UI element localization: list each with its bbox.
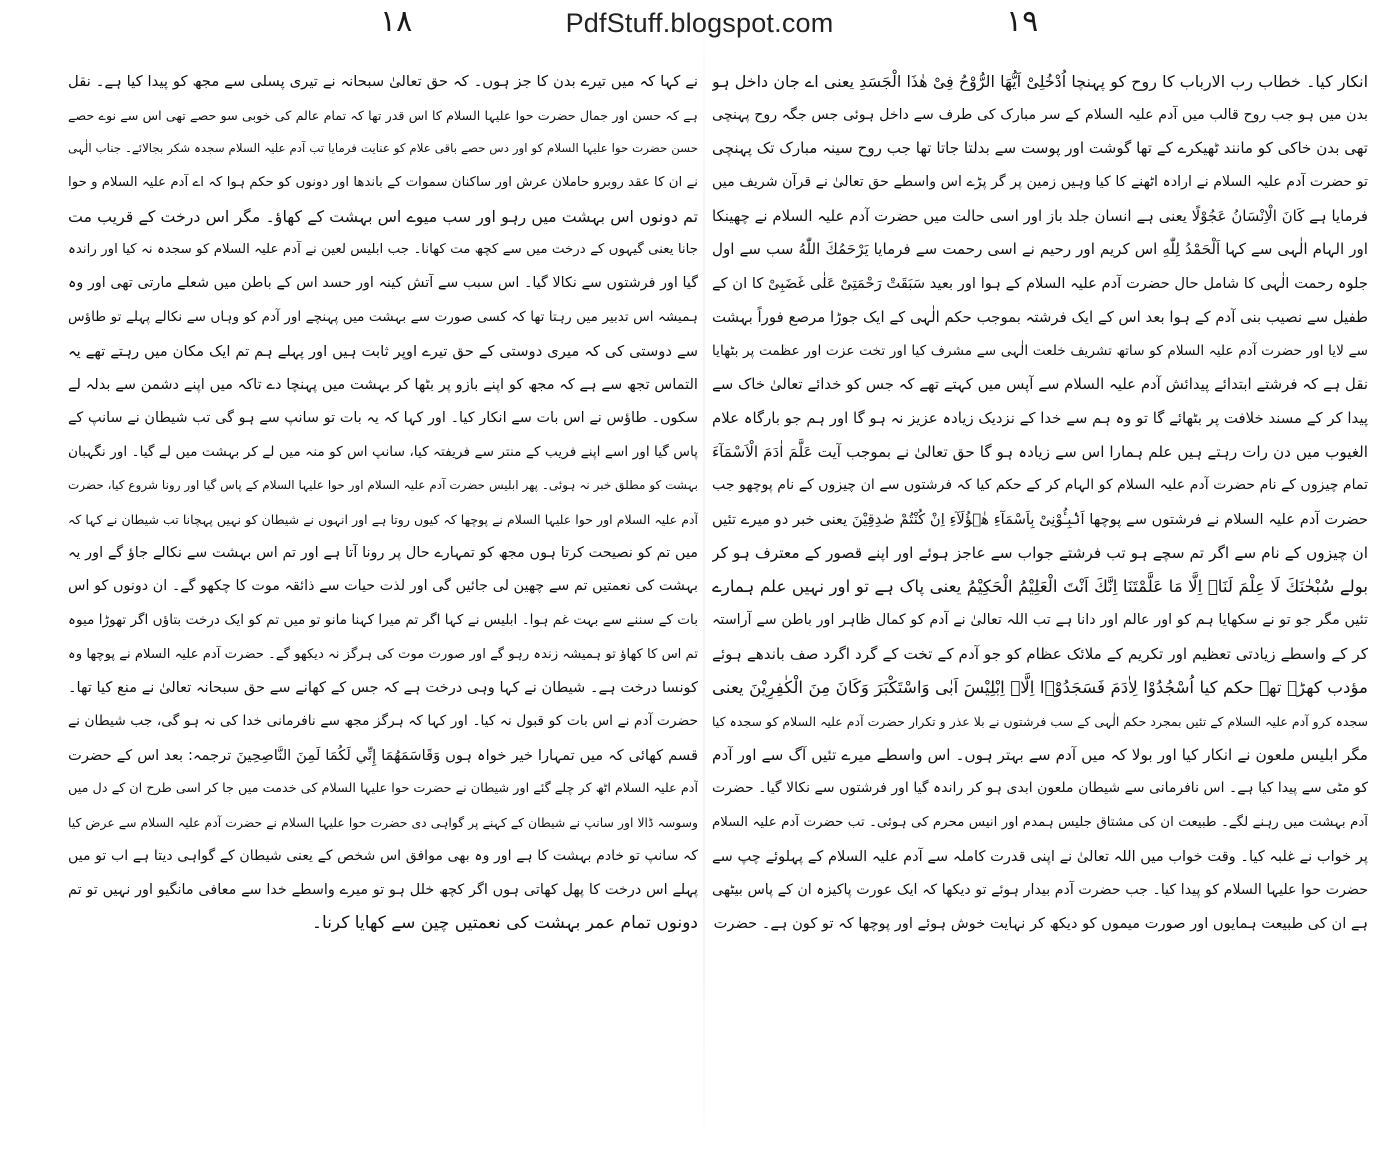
text-line: کونسا درخت ہے۔ شیطان نے کہا وہی درخت ہے کہ جس کے کھانے سے حق سبحانہ تعالیٰ نے منع کیا تھا۔ — [68, 679, 698, 697]
text-line: جلوہ رحمت الٰہی کا شامل حال حضرت آدم علیہ السلام کے ہوا اور بعید سَبَقَتْ رَحْمَتِیْ عَلٰی غَضَبِیْ کا ان کے — [712, 275, 1368, 293]
text-line: گیا اور فرشتوں سے نکالا گیا۔ اس سبب سے آتش کینہ اور حسد اس کے باطن میں شعلے مارتی تھی اور وہ — [68, 275, 698, 292]
text-line: التماس تجھ سے ہے کہ مجھ کو اپنے بازو پر بٹھا کر بہشت میں پہنچا دے تاکہ میں اپنے دشمن سے بدلہ لے — [68, 376, 698, 394]
text-line: وسوسہ ڈالا اور سانپ نے شیطان کے کہنے پر گواہی دی حضرت حوا علیہا السلام نے حضرت آدم علیہ السلام سے عرض کیا — [68, 815, 698, 831]
text-line: پیدا کر کے مسند خلافت پر بٹھائے گا تو وہ ہم سے خدا کے نزدیک زیادہ عزیز نہ ہو گا اور ہم جو بارگاہ علام — [712, 408, 1368, 427]
text-line: سجدہ کرو آدم علیہ السلام کے تئیں بمجرد حکم الٰہی کے سب فرشتوں نے بلا عذر و تکرار حضرت آدم علیہ السلام کو سجدہ کیا — [712, 714, 1368, 730]
text-line: طفیل سے نصیب بنی آدم کے ہوا بعد اس کے ایک فرشتہ بموجب حکم الٰہی کے ایک جوڑا مرصع فوراً بہشت — [712, 307, 1368, 326]
right-page-column — [712, 65, 1368, 941]
text-line: بہشت کو مطلق خبر نہ ہوئی۔ پھر ابلیس حضرت آدم علیہ السلام اور حوا علیہا السلام کے پاس گیا اور رونا شروع کیا، حضرت — [68, 478, 698, 493]
text-line: قسم کھائی کہ میں تمہارا خیر خواہ ہوں وَقَاسَمَهُمَا إِنِّي لَكُمَا لَمِنَ النَّاصِحِينَ ترجمہ: بعد اس کے حضرت — [68, 746, 698, 764]
text-line: آدم علیہ السلام اٹھ کر چلے گئے اور شیطان نے حضرت حوا علیہا السلام کی خدمت میں جا کر اسی طرح ان کے دل میں — [68, 781, 698, 797]
page-gutter — [703, 0, 705, 1164]
right-page-number: ١٩ — [1006, 4, 1039, 39]
text-line: بہشت کی نعمتیں تم سے چھین لی جائیں گی اور لذت حیات سے ذائقہ موت کا چکھو گے۔ ان دونوں کو اس — [68, 578, 698, 595]
text-line: تم اس کا کھاؤ تو ہمیشہ زندہ رہو گے اور صورت موت کی ہرگز نہ دیکھو گے۔ حضرت آدم علیہ السلام نے پوچھا وہ — [68, 646, 698, 662]
text-line: انکار کیا۔ خطاب رب الارباب کا روح کو پہنچا اُدْخُلِیْ اَیُّهَا الرُّوْحُ فِیْ هٰذَا الْجَسَدِ یعنی اے جان داخل ہو — [712, 72, 1368, 91]
text-line: نے کہا کہ میں تیرے بدن کا جز ہوں۔ کہ حق تعالیٰ سبحانہ نے تیری پسلی سے مجھ کو پیدا کیا ہے۔ نقل — [68, 73, 698, 90]
text-line: میں تم کو نصیحت کرتا ہوں مجھ کو تمہارے حال پر رونا آتا ہے اور تم اس بہشت سے نکالے جاؤ گے اور یہ — [68, 544, 698, 561]
text-line: ہے کہ حسن اور جمال حضرت حوا علیہا السلام کا اس قدر تھا کہ تمام عالم کی خوبی سو حصے تھی اس سے نوے حصے — [68, 107, 698, 123]
text-line: بولے سُبْحٰنَكَ لَا عِلْمَ لَنَاۤ اِلَّا مَا عَلَّمْتَنَا اِنَّكَ اَنْتَ الْعَلِیْمُ الْحَكِیْمُ یعنی پاک ہے تو اور نہیں علم ہمارے — [712, 576, 1368, 597]
text-line: سکوں۔ طاؤس نے اس بات سے انکار کیا۔ اور کہا کہ یہ بات تو سانپ سے ہو گی تب شیطان نے سانپ کے — [68, 409, 698, 426]
text-line: بدن میں ہو جب روح قالب میں آدم علیہ السلام کے سر مبارک کی طرف سے داخل ہوئی جس جگہ روح پہنچی — [712, 106, 1368, 123]
text-line: تئیں مگر جو تو نے سکھایا ہم کو اور عالم اور دانا ہے تب اللہ تعالیٰ نے آدم کو کمال ظاہر اور باطن سے آراستہ — [712, 612, 1368, 628]
text-line: نقل ہے کہ فرشتے ابتدائے پیدائش آدم علیہ السلام سے آپس میں کہتے تھے کہ جس کو خدائے تعالیٰ خاک سے — [712, 375, 1368, 394]
text-line: پہلے اس درخت کا پھل کھاتی ہوں اگر کچھ خلل ہو تو میرے واسطے خدا سے معافی مانگیو اور نہیں تو تم — [68, 881, 698, 898]
text-line: کہ سانپ تو خادم بہشت کا ہے اور وہ بھی موافق اس شخص کے یعنی شیطان کے گواہی دیتا ہے اب تو میں — [68, 847, 698, 864]
text-line: کر کے واسطے زیادتی تعظیم اور تکریم کے ملائک عظام کو جو آدم کے تخت کے گرد اگرد صف باندھے ہوئے — [712, 644, 1368, 663]
text-line: حسن حضرت حوا علیہا السلام کو اور دس حصے باقی علام کو عنایت فرمایا تب آدم علیہ السلام سجدہ شکر بجالائے۔ جناب الٰہی — [68, 141, 698, 156]
text-line: نے ان کا عقد روبرو حاملان عرش اور ساکنان سموات کے باندھا اور دونوں کو حکم ہوا کہ اے آدم علیہ السلام و حوا — [68, 175, 698, 191]
text-line: تھی بدن خاکی کو مانند ٹھیکرے کے تھا گوشت اور پوست سے بدلتا جاتا تھا جب روح سینہ مبارک تک پہنچی — [712, 139, 1368, 158]
text-line: آدم علیہ السلام اور حوا علیہا السلام نے پوچھا کہ کیوں روتا ہے اور انہوں نے شیطان کو نہیں پہچانا تب شیطان نے کہا کہ — [68, 511, 698, 527]
text-line: تم دونوں اس بہشت میں رہو اور سب میوے اس بہشت کے کھاؤ۔ مگر اس درخت کے قریب مت — [68, 206, 698, 226]
text-line: پر خواب نے غلبہ کیا۔ وقت خواب میں اللہ تعالیٰ نے اپنی قدرت کاملہ سے آدم علیہ السلام کے پہلوئے چپ سے — [712, 847, 1368, 865]
watermark-text: PdfStuff.blogspot.com — [565, 8, 834, 38]
text-line: اور الہام الٰہی سے کہا اَلْحَمْدُ لِلّٰهِ اس کریم اور رحیم نے اسی رحمت سے فرمایا یَرْحَمُكَ اللّٰهُ سب سے اول — [712, 240, 1368, 259]
text-line: حضرت آدم علیہ السلام نے فرشتوں سے پوچھا اَنْۢبِـُٔوْنِیْ بِاَسْمَآءِ هٰۤؤُلَآءِ اِنْ كُنْتُمْ صٰدِقِیْنَ یعنی خبر دو میرے تئیں — [712, 510, 1368, 528]
text-line: فرمایا ہے کَانَ الْاِنْسَانُ عَجُوْلًا یعنی ہے انسان جلد باز اور اسی حالت میں حضرت آدم علیہ السلام نے چھینکا — [712, 206, 1368, 225]
text-line: مؤدب کھڑے تھے حکم کیا اُسْجُدُوْا لِاٰدَمَ فَسَجَدُوْۤا اِلَّاۤ اِبْلِیْسَ اَبٰی وَاسْتَكْبَرَ وَكَانَ مِنَ الْكٰفِرِیْنَ یعنی — [712, 677, 1368, 698]
text-line: الغیوب میں دن رات رہتے ہیں علم ہمارا اس سے زیادہ ہو گا حق تعالیٰ نے بموجب آیت عَلَّمَ اٰدَمَ الْاَسْمَآءَ — [712, 442, 1368, 461]
text-line: مگر ابلیس ملعون نے انکار کیا اور بولا کہ میں آدم سے بہتر ہوں۔ اس واسطے میرے تئیں آگ سے اور آدم — [712, 745, 1368, 764]
text-line: دونوں تمام عمر بہشت کی نعمتیں چین سے کھایا کرنا۔ — [312, 913, 698, 934]
text-line: ہے ان کی طبیعت ہمایوں اور صورت میموں کو دیکھ کر نہایت خوش ہوئے اور پوچھا کہ تو کون ہے۔ حضرت — [713, 915, 1368, 933]
text-line: بات کے سننے سے بہت غم ہوا۔ ابلیس نے کہا اگر تم میرا کہنا مانو تو میں تم کو ایک درخت بتاؤں اگر تھوڑا میوہ — [68, 612, 698, 628]
text-line: تمام چیزوں کے نام حضرت آدم علیہ السلام کو الہام کر کے حکم کیا کہ فرشتوں سے ان چیزوں کے نام پوچھو جب — [712, 477, 1368, 494]
text-line: ہمیشہ اس تدبیر میں رہتا تھا کہ کسی صورت سے بہشت میں پہنچے اور آدم کو وہاں سے نکالے پہلے تو طاؤس — [68, 308, 698, 325]
text-line: کو مٹی سے پیدا کیا ہے۔ اس نافرمانی سے شیطان ملعون ابدی ہو کر راندہ گیا اور فرشتوں سے نکالا گیا۔ حضرت — [712, 780, 1368, 797]
text-line: آدم بہشت میں رہنے لگے۔ طبیعت ان کی مشتاق جلیس ہمدم اور انیس محرم کی ہوئی۔ تب حضرت آدم علیہ السلام — [712, 815, 1368, 831]
text-line: پاس گیا اور اسے اپنے فریب کے منتر سے فریفتہ کیا، سانپ اس کو منہ میں لے کر بہشت میں لے گیا۔ اور نگہبان — [68, 443, 698, 460]
text-line: جانا یعنی گیہوں کے درخت میں سے کچھ مت کھانا۔ جب ابلیس لعین نے آدم علیہ السلام کو سجدہ نہ کیا اور راندہ — [68, 242, 698, 258]
text-line: حضرت آدم نے اس بات کو قبول نہ کیا۔ اور کہا کہ ہرگز مجھ سے نافرمانی خدا کی نہ ہو گی، جب شیطان نے — [68, 713, 698, 730]
text-line: تو حضرت آدم علیہ السلام نے ارادہ اٹھنے کا کیا وہیں زمین پر گر پڑے اس واسطے حق تعالیٰ نے قرآن شریف میں — [712, 174, 1368, 191]
text-line: سے دوستی کی کہ میری دوستی کے حق تیرے اوپر ثابت ہیں اور پہلے ہم تم ایک مکان میں رہتے تھے یہ — [68, 342, 698, 360]
left-page-number: ١٨ — [380, 4, 413, 39]
text-line: حضرت حوا علیہا السلام کو پیدا کیا۔ جب حضرت آدم بیدار ہوئے تو دیکھا کہ ایک عورت پاکیزہ ان کے پاس بیٹھی — [712, 881, 1368, 898]
left-page-column — [68, 65, 698, 941]
text-line: ان چیزوں کے نام سے اگر تم سچے ہو تب فرشتے جواب سے عاجز ہوئے اور اپنے قصور کے معترف ہو کر — [712, 543, 1368, 562]
text-line: سے لایا اور حضرت آدم علیہ السلام کو ساتھ تشریف خلعت الٰہی سے مشرف کیا اور تخت عزت اور عظمت پر بٹھایا — [712, 342, 1368, 359]
